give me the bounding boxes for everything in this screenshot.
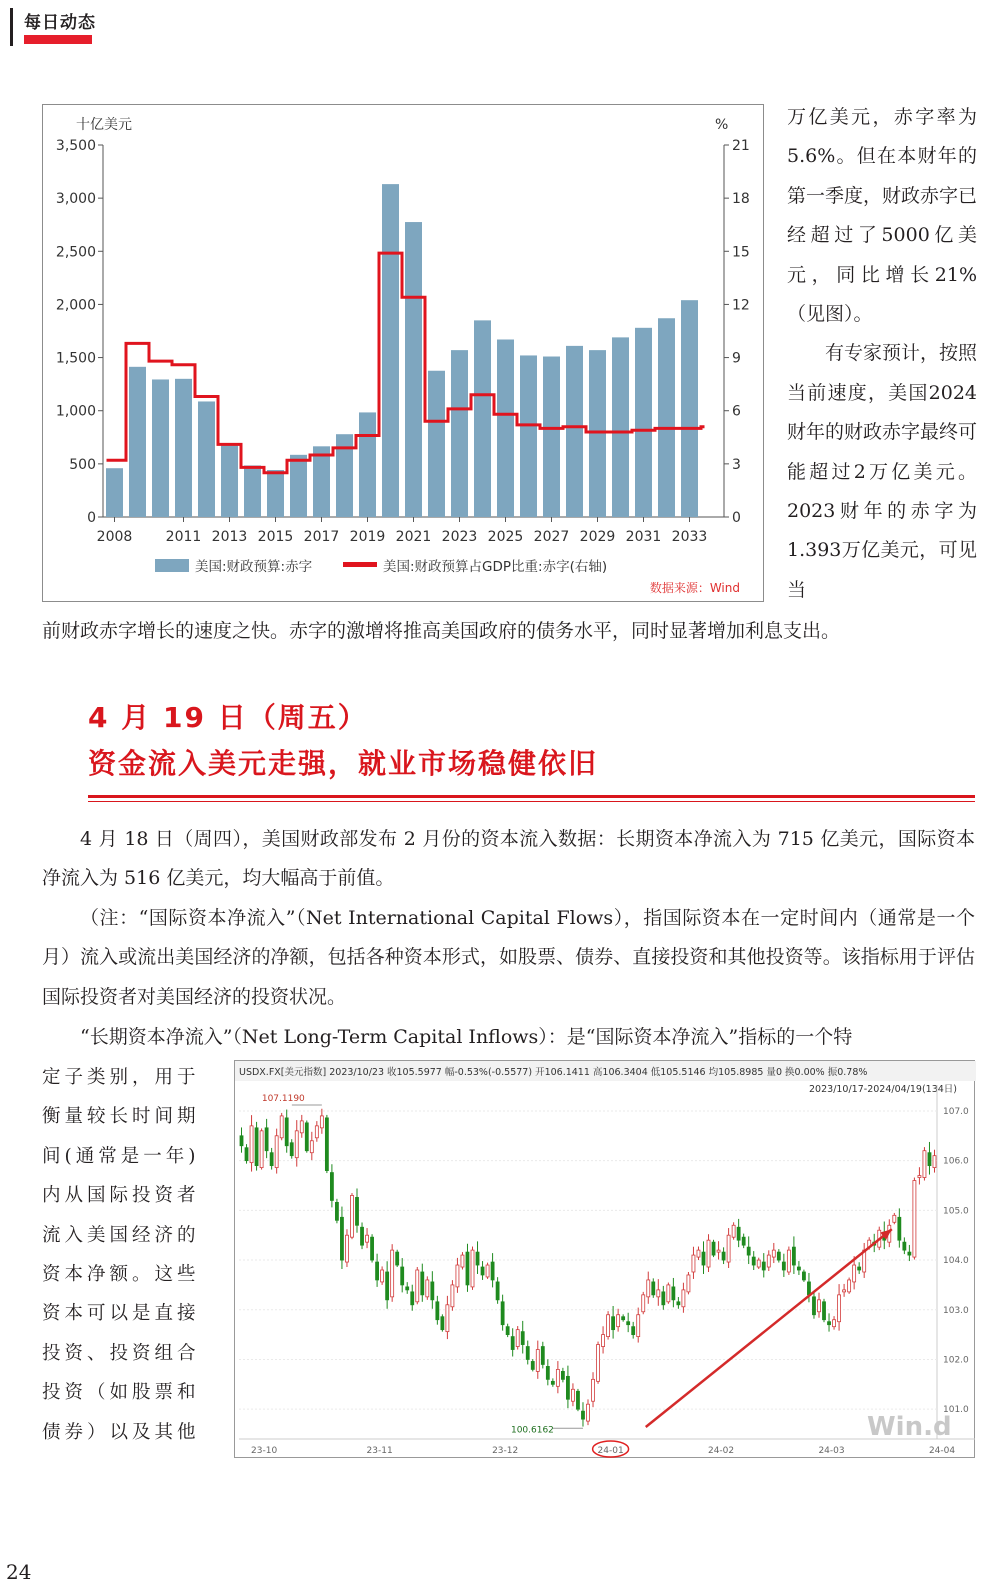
candle-body	[421, 1272, 424, 1295]
paragraph-3-text: “长期资本净流入”（Net Long-Term Capital Inflows）：是“国际资本净流入”指标的一个特	[80, 1026, 853, 1048]
deficit-bar	[635, 328, 652, 517]
candle-body	[597, 1345, 600, 1382]
paragraph-2-text: （注：“国际资本净流入”（Net International Capital Flows），指国际资本在一定时间内（通常是一个月）流入或流出美国经济的净额，包括各种资本形式，如股票、债券、直接投资和其他投资等。该指标用于评估国际投资者对美国经济的投资状况。	[42, 907, 975, 1008]
candle-body	[923, 1151, 926, 1178]
x-tick-label: 2033	[671, 529, 708, 545]
candle-body	[772, 1250, 775, 1257]
deficit-bar	[520, 355, 537, 517]
legend-line-swatch	[343, 562, 377, 567]
deficit-chart	[42, 104, 764, 602]
deficit-bar	[382, 184, 399, 517]
candle-body	[250, 1126, 253, 1163]
candle-body	[918, 1176, 921, 1178]
deficit-bar	[106, 468, 123, 517]
candle-y-label: 106.0	[943, 1156, 969, 1167]
candle-body	[381, 1270, 384, 1282]
candle-body	[345, 1235, 348, 1262]
left-tick-label: 2,500	[55, 244, 96, 261]
x-tick-label: 2031	[625, 529, 662, 545]
x-tick-label: 2023	[441, 529, 478, 545]
candle-body	[265, 1128, 268, 1151]
candle-body	[757, 1260, 760, 1267]
candle-body	[817, 1300, 820, 1312]
candle-body	[340, 1217, 343, 1260]
candle-body	[561, 1371, 564, 1379]
candle-body	[305, 1123, 308, 1151]
candle-y-label: 101.0	[943, 1405, 969, 1416]
candle-body	[767, 1255, 770, 1267]
candle-body	[426, 1280, 429, 1297]
deficit-bar	[244, 465, 261, 517]
deficit-bar	[267, 470, 284, 517]
candle-body	[290, 1143, 293, 1156]
header-bar	[10, 8, 13, 46]
candle-body	[501, 1302, 504, 1325]
right-tick-label: 3	[732, 456, 741, 473]
candle-x-label: 24-01	[597, 1446, 624, 1456]
candle-header-text: USDX.FX[美元指数] 2023/10/23 收105.5977 幅-0.53%(-0.5577) 开106.1411 高106.3404 低105.5146 均105.8985 量0 换0.00% 振0.78%	[239, 1067, 868, 1078]
candle-body	[908, 1252, 911, 1255]
data-source: 数据来源：Wind	[649, 581, 740, 595]
right-tick-label: 9	[732, 350, 741, 367]
candle-body	[617, 1315, 620, 1327]
candle-body	[792, 1247, 795, 1265]
candle-body	[361, 1227, 364, 1245]
page-header	[0, 0, 1000, 48]
x-tick-label: 2029	[579, 529, 616, 545]
candle-body	[576, 1391, 579, 1409]
candle-body	[913, 1181, 916, 1258]
candle-y-label: 105.0	[943, 1206, 969, 1217]
candle-body	[812, 1297, 815, 1315]
candle-body	[586, 1404, 589, 1421]
deficit-bar	[359, 412, 376, 517]
x-tick-label: 2015	[257, 529, 294, 545]
x-tick-label: 2013	[211, 529, 248, 545]
candle-body	[657, 1290, 660, 1297]
right-column-para-1: 万亿美元，赤字率为5.6%。但在本财年的第一季度，财政赤字已经超过了5000亿美元，同比增长21%（见图）。	[787, 106, 978, 326]
deficit-bar	[290, 455, 307, 517]
candle-body	[903, 1242, 906, 1250]
candle-body	[401, 1267, 404, 1285]
left-axis-unit: 十亿美元	[76, 117, 132, 133]
candle-body	[270, 1153, 273, 1166]
header-red-underline	[24, 35, 92, 44]
deficit-bar	[175, 379, 192, 517]
candle-body	[325, 1118, 328, 1171]
right-axis-unit: %	[715, 117, 729, 133]
candle-body	[446, 1305, 449, 1332]
candle-body	[843, 1290, 846, 1292]
candle-body	[592, 1379, 595, 1401]
left-tick-label: 500	[69, 456, 96, 473]
candle-body	[471, 1250, 474, 1287]
right-tick-label: 0	[732, 510, 741, 526]
legend-bar-label: 美国:财政预算:赤字	[195, 559, 313, 575]
candle-x-label: 24-04	[928, 1446, 956, 1456]
candle-y-label: 104.0	[943, 1256, 969, 1267]
candle-body	[240, 1136, 243, 1146]
candle-body	[506, 1327, 509, 1335]
candle-x-label: 24-03	[818, 1446, 845, 1456]
candle-body	[632, 1327, 635, 1335]
candle-range-text: 2023/10/17-2024/04/19(134日)	[809, 1084, 957, 1095]
candle-body	[310, 1141, 313, 1153]
candle-body	[285, 1118, 288, 1146]
right-tick-label: 12	[732, 297, 750, 314]
candle-body	[531, 1361, 534, 1369]
legend-line-label: 美国:财政预算占GDP比重:赤字(右轴)	[383, 559, 608, 575]
candle-body	[762, 1262, 765, 1270]
candle-body	[612, 1317, 615, 1330]
candle-body	[622, 1317, 625, 1320]
candle-body	[807, 1282, 810, 1295]
candle-body	[682, 1290, 685, 1307]
candle-body	[551, 1381, 554, 1384]
x-tick-label: 2025	[487, 529, 524, 545]
candle-body	[737, 1227, 740, 1240]
usdx-chart	[234, 1060, 975, 1458]
candle-body	[536, 1350, 539, 1372]
right-tick-label: 21	[732, 138, 750, 154]
candle-body	[366, 1235, 369, 1242]
candle-body	[828, 1322, 831, 1325]
candle-body	[662, 1292, 665, 1305]
candle-x-label: 23-10	[251, 1446, 278, 1456]
candle-body	[556, 1369, 559, 1386]
candle-body	[275, 1136, 278, 1168]
candle-body	[441, 1317, 444, 1330]
deficit-chart-svg	[43, 105, 765, 603]
candle-body	[356, 1197, 359, 1225]
left-tick-label: 2,000	[55, 297, 96, 314]
left-column-text: 定子类别，用于衡量较长时间期间(通常是一年)内从国际投资者流入美国经济的资本净额。这些资本可以是直接投资、投资组合投资（如股票和债券）以及其他	[42, 1067, 200, 1443]
candle-body	[335, 1202, 338, 1220]
usdx-chart-svg	[235, 1061, 976, 1459]
deficit-bar	[658, 318, 675, 517]
candle-body	[436, 1302, 439, 1320]
candle-body	[893, 1215, 896, 1222]
candle-body	[848, 1280, 851, 1292]
left-tick-label: 1,500	[55, 350, 96, 367]
right-tick-label: 18	[732, 191, 750, 208]
candle-body	[376, 1262, 379, 1280]
candle-body	[416, 1270, 419, 1302]
candle-body	[722, 1252, 725, 1260]
paragraph-3	[42, 1018, 975, 1057]
candle-y-label: 107.0	[943, 1106, 969, 1117]
candle-body	[300, 1121, 303, 1133]
candle-body	[521, 1332, 524, 1345]
candle-body	[898, 1217, 901, 1240]
right-tick-label: 6	[732, 403, 741, 420]
candle-body	[461, 1255, 464, 1267]
candle-body	[707, 1240, 710, 1267]
candle-body	[667, 1285, 670, 1302]
paragraph-1-text: 4 月 18 日（周四），美国财政部发布 2 月份的资本流入数据：长期资本净流入为 715 亿美元，国际资本净流入为 516 亿美元，均大幅高于前值。	[42, 828, 975, 890]
x-tick-label: 2021	[395, 529, 432, 545]
deficit-bar	[198, 401, 215, 517]
candle-body	[451, 1285, 454, 1307]
candle-body	[396, 1252, 399, 1265]
deficit-bar	[589, 350, 606, 517]
candle-body	[280, 1116, 283, 1138]
candle-body	[928, 1153, 931, 1166]
candle-body	[702, 1252, 705, 1265]
deficit-bar	[543, 357, 560, 517]
candle-body	[411, 1292, 414, 1305]
watermark: Win.d	[867, 1412, 952, 1442]
candle-body	[406, 1287, 409, 1290]
candle-body	[315, 1126, 318, 1138]
candle-body	[742, 1237, 745, 1245]
candle-body	[732, 1225, 735, 1237]
candle-body	[787, 1250, 790, 1272]
candle-body	[637, 1315, 640, 1337]
candle-body	[486, 1265, 489, 1277]
candle-body	[602, 1335, 605, 1347]
deficit-bar	[474, 320, 491, 517]
deficit-bar	[129, 367, 146, 517]
x-tick-label: 2008	[96, 529, 133, 545]
x-tick-label: 2017	[303, 529, 340, 545]
section-date: 4 月 19 日（周五）	[88, 701, 368, 734]
right-column-text	[787, 98, 977, 610]
candle-body	[833, 1320, 836, 1327]
page-number: 24	[6, 1560, 32, 1584]
candle-x-label: 23-11	[366, 1446, 393, 1456]
candle-body	[777, 1252, 780, 1260]
candle-body	[456, 1265, 459, 1287]
candle-body	[717, 1250, 720, 1252]
header-title: 每日动态	[24, 13, 96, 33]
candle-body	[697, 1250, 700, 1257]
deficit-bar	[497, 340, 514, 517]
continued-line: 前财政赤字增长的速度之快。赤字的激增将推高美国政府的债务水平，同时显著增加利息支出。	[42, 620, 841, 642]
deficit-bar	[152, 379, 169, 517]
candle-body	[647, 1280, 650, 1297]
section-rule-thin	[88, 801, 975, 802]
candle-body	[260, 1131, 263, 1168]
candle-body	[747, 1247, 750, 1255]
candle-body	[571, 1389, 574, 1401]
candle-body	[712, 1242, 715, 1255]
low-label: 100.6162	[510, 1425, 554, 1436]
candle-body	[802, 1272, 805, 1280]
high-label: 107.1190	[261, 1094, 305, 1105]
deficit-bar	[566, 346, 583, 517]
candle-body	[255, 1128, 258, 1166]
left-tick-label: 1,000	[55, 403, 96, 420]
candle-body	[823, 1302, 826, 1320]
candle-body	[541, 1347, 544, 1365]
candle-body	[245, 1148, 248, 1161]
candle-body	[677, 1302, 680, 1305]
candle-body	[466, 1252, 469, 1285]
x-tick-label: 2019	[349, 529, 386, 545]
right-tick-label: 15	[732, 244, 750, 261]
left-tick-label: 3,500	[55, 138, 96, 154]
deficit-bar	[428, 371, 445, 517]
right-column-para-2: 有专家预计，按照当前速度，美国2024财年的财政赤字最终可能超过2万亿美元。2023财年的赤字为1.393万亿美元，可见当	[787, 342, 978, 601]
deficit-bar	[451, 350, 468, 517]
paragraph-1	[42, 820, 975, 899]
section-title: 资金流入美元走强，就业市场稳健依旧	[88, 747, 599, 780]
paragraph-2	[42, 899, 975, 1017]
candle-body	[727, 1235, 730, 1262]
candle-body	[371, 1237, 374, 1260]
candle-body	[652, 1282, 655, 1295]
candle-body	[526, 1347, 529, 1360]
x-tick-label: 2027	[533, 529, 570, 545]
candle-body	[546, 1366, 549, 1379]
left-tick-label: 3,000	[55, 191, 96, 208]
candle-body	[642, 1295, 645, 1312]
candle-y-label: 102.0	[943, 1355, 969, 1366]
candle-body	[838, 1295, 841, 1322]
deficit-bar	[681, 300, 698, 517]
candle-body	[692, 1255, 695, 1272]
candle-body	[752, 1257, 755, 1265]
candle-body	[672, 1287, 675, 1300]
legend-bar-swatch	[155, 559, 189, 572]
candle-body	[516, 1330, 519, 1347]
candle-body	[853, 1265, 856, 1282]
deficit-bar	[221, 445, 238, 517]
x-tick-label: 2011	[165, 529, 202, 545]
deficit-bar	[405, 222, 422, 517]
candle-body	[476, 1252, 479, 1265]
candle-body	[330, 1173, 333, 1201]
candle-body	[295, 1131, 298, 1158]
candle-body	[320, 1116, 323, 1128]
candle-body	[858, 1267, 861, 1270]
candle-body	[431, 1282, 434, 1300]
candle-body	[391, 1250, 394, 1297]
left-tick-label: 0	[87, 510, 96, 526]
candle-body	[511, 1337, 514, 1350]
candle-y-label: 103.0	[943, 1305, 969, 1316]
candle-body	[566, 1376, 569, 1399]
candle-body	[350, 1195, 353, 1237]
deficit-bar	[612, 337, 629, 517]
candle-x-label: 24-02	[707, 1446, 735, 1456]
candle-body	[481, 1267, 484, 1275]
candle-body	[607, 1315, 610, 1337]
section-rule	[88, 795, 975, 798]
candle-body	[933, 1156, 936, 1168]
candle-body	[386, 1272, 389, 1300]
candle-body	[782, 1262, 785, 1270]
candle-body	[581, 1411, 584, 1419]
candle-x-label: 23-12	[492, 1446, 519, 1456]
candle-body	[491, 1262, 494, 1280]
candle-body	[797, 1267, 800, 1270]
candle-body	[496, 1282, 499, 1300]
deficit-bar	[313, 446, 330, 517]
candle-body	[687, 1275, 690, 1292]
candle-body	[627, 1322, 630, 1325]
